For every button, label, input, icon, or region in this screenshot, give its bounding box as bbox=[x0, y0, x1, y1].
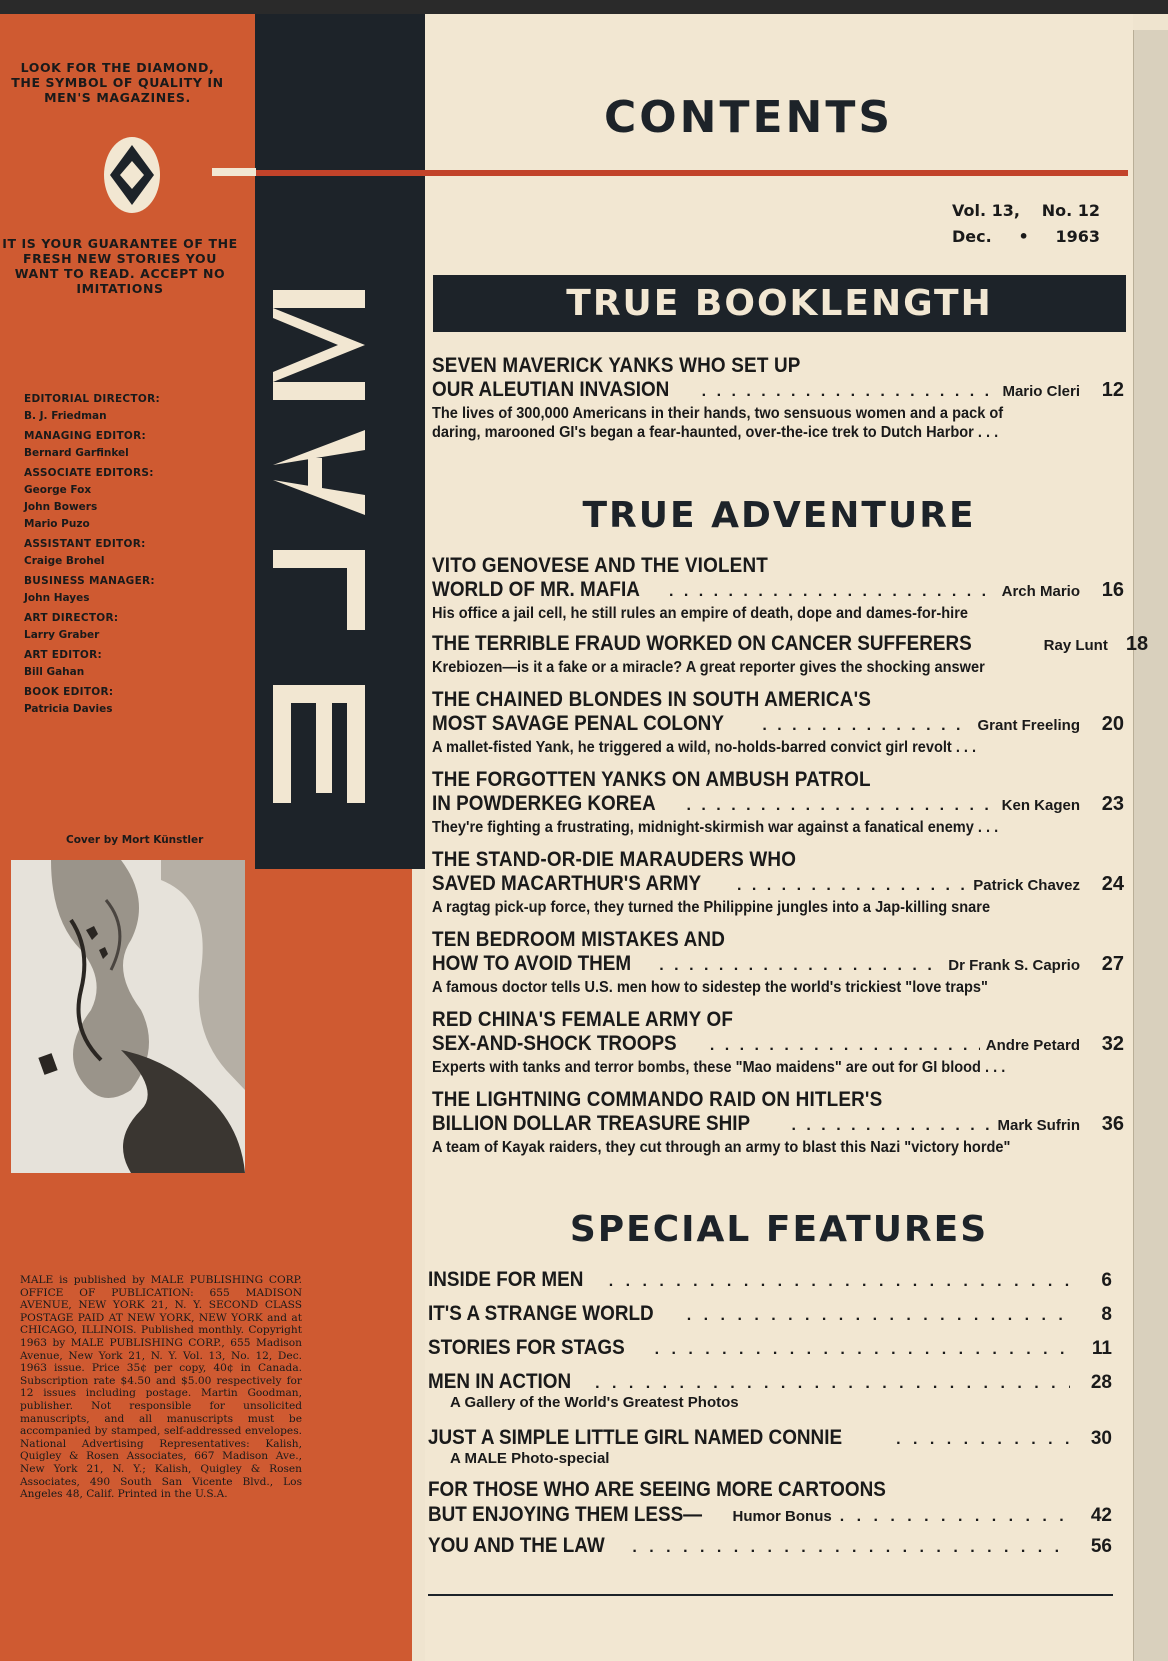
staff-role: ART DIRECTOR: bbox=[24, 612, 119, 624]
entry-description: A ragtag pick-up force, they turned the Philippine jungles into a Jap-killing snare bbox=[432, 899, 991, 916]
staff-person: John Hayes bbox=[24, 592, 90, 604]
entry-description: The lives of 300,000 Americans in their hands, two sensuous women and a pack of bbox=[432, 405, 1004, 422]
leader-dots bbox=[702, 380, 997, 404]
staff-person: Bernard Garfinkel bbox=[24, 447, 129, 459]
issue-month: Dec. bbox=[952, 227, 992, 246]
leader-dots bbox=[896, 1424, 1070, 1456]
diamond-icon bbox=[98, 135, 166, 215]
staff-role: BOOK EDITOR: bbox=[24, 686, 114, 698]
feature-title: JUST A SIMPLE LITTLE GIRL NAMED CONNIE bbox=[428, 1426, 843, 1449]
section-heading-adventure: TRUE ADVENTURE bbox=[582, 495, 976, 536]
adventure-list bbox=[432, 554, 1149, 1168]
features-list bbox=[428, 1264, 1112, 1564]
feature-page: 28 bbox=[1090, 1372, 1112, 1393]
entry-title-2: SEX-AND-SHOCK TROOPS bbox=[432, 1032, 677, 1055]
entry-title: TEN BEDROOM MISTAKES AND bbox=[432, 928, 726, 951]
staff-role: ASSISTANT EDITOR: bbox=[24, 538, 146, 550]
header-rule bbox=[256, 170, 1128, 176]
list-item[interactable] bbox=[432, 768, 1124, 848]
entry-author: Grant Freeling bbox=[977, 717, 1080, 734]
entry-title: VITO GENOVESE AND THE VIOLENT bbox=[432, 554, 769, 577]
cover-photo bbox=[11, 860, 245, 1173]
entry-author: Dr Frank S. Caprio bbox=[948, 957, 1080, 974]
feature-title: FOR THOSE WHO ARE SEEING MORE CARTOONS bbox=[428, 1478, 886, 1501]
bullet: • bbox=[1018, 227, 1029, 246]
feature-subtitle: A Gallery of the World's Greatest Photos bbox=[450, 1394, 739, 1411]
feature-page: 11 bbox=[1091, 1338, 1112, 1359]
entry-author: Mario Cleri bbox=[1002, 383, 1080, 400]
issue-year: 1963 bbox=[1055, 227, 1100, 246]
entry-page: 32 bbox=[1101, 1033, 1124, 1055]
entry-title: RED CHINA'S FEMALE ARMY OF bbox=[432, 1008, 734, 1031]
entry-title: THE CHAINED BLONDES IN SOUTH AMERICA'S bbox=[432, 688, 872, 711]
entry-description: A mallet-fisted Yank, he triggered a wild, no-holds-barred convict girl revolt . . . bbox=[432, 739, 977, 756]
feature-title: YOU AND THE LAW bbox=[428, 1534, 605, 1557]
entry-title-2: BILLION DOLLAR TREASURE SHIP bbox=[432, 1112, 751, 1135]
staff-role: ASSOCIATE EDITORS: bbox=[24, 467, 154, 479]
staff-person: Mario Puzo bbox=[24, 518, 90, 530]
entry-author: Ray Lunt bbox=[1043, 637, 1108, 654]
entry-page: 24 bbox=[1101, 873, 1124, 895]
entry-author: Ken Kagen bbox=[1001, 797, 1080, 814]
staff-person: George Fox bbox=[24, 484, 92, 496]
staff-person: Craige Brohel bbox=[24, 555, 105, 567]
issue-number: No. 12 bbox=[1041, 201, 1100, 220]
entry-title: THE STAND-OR-DIE MARAUDERS WHO bbox=[432, 848, 797, 871]
list-item[interactable] bbox=[432, 848, 1124, 928]
cover-credit: Cover by Mort Künstler bbox=[66, 834, 204, 846]
list-item[interactable] bbox=[428, 1264, 1112, 1298]
feature-title-2: BUT ENJOYING THEM LESS— bbox=[428, 1503, 703, 1526]
page-title: CONTENTS bbox=[603, 92, 894, 143]
leader-dots bbox=[609, 1266, 1070, 1298]
leader-dots bbox=[792, 1114, 992, 1138]
staff-role: MANAGING EDITOR: bbox=[24, 430, 147, 442]
entry-title-2: WORLD OF MR. MAFIA bbox=[432, 578, 640, 601]
list-item[interactable] bbox=[432, 354, 1124, 442]
staff-role: ART EDITOR: bbox=[24, 649, 103, 661]
volume: Vol. 13, bbox=[952, 201, 1020, 220]
leader-dots bbox=[762, 714, 971, 738]
male-logo bbox=[268, 290, 413, 810]
diamond-slogan: LOOK FOR THE DIAMOND, THE SYMBOL OF QUALITY IN MEN'S MAGAZINES. bbox=[11, 60, 224, 105]
entry-description: Experts with tanks and terror bombs, these "Mao maidens" are out for GI blood . . . bbox=[432, 1059, 1006, 1076]
entry-page: 36 bbox=[1101, 1113, 1124, 1135]
entry-title-2: OUR ALEUTIAN INVASION bbox=[432, 378, 670, 401]
feature-title: IT'S A STRANGE WORLD bbox=[428, 1302, 654, 1325]
guarantee-text: IT IS YOUR GUARANTEE OF THE FRESH NEW STORIES YOU WANT TO READ. ACCEPT NO IMITATIONS bbox=[2, 236, 238, 296]
bottom-rule bbox=[428, 1594, 1113, 1596]
entry-description: A team of Kayak raiders, they cut through an army to blast this Nazi "victory horde" bbox=[432, 1139, 1011, 1156]
feature-page: 8 bbox=[1101, 1304, 1112, 1325]
staff-role: BUSINESS MANAGER: bbox=[24, 575, 155, 587]
list-item[interactable] bbox=[428, 1530, 1112, 1564]
page-edge bbox=[1133, 30, 1168, 1661]
list-item[interactable] bbox=[432, 1008, 1124, 1088]
entry-description: Krebiozen—is it a fake or a miracle? A great reporter gives the shocking answer bbox=[432, 659, 985, 676]
issue-info bbox=[952, 198, 1100, 250]
entry-title: THE FORGOTTEN YANKS ON AMBUSH PATROL bbox=[432, 768, 871, 791]
feature-bonus-label: Humor Bonus bbox=[732, 1508, 832, 1525]
staff-person: Patricia Davies bbox=[24, 703, 113, 715]
leader-dots bbox=[659, 954, 942, 978]
top-shadow bbox=[0, 0, 1168, 14]
staff-person: B. J. Friedman bbox=[24, 410, 107, 422]
section-heading-booklength: TRUE BOOKLENGTH bbox=[433, 275, 1126, 332]
list-item[interactable] bbox=[432, 1088, 1124, 1168]
staff-person: Larry Graber bbox=[24, 629, 100, 641]
leader-dots bbox=[710, 1034, 980, 1058]
feature-title: INSIDE FOR MEN bbox=[428, 1268, 584, 1291]
list-item[interactable] bbox=[428, 1332, 1112, 1366]
list-item[interactable] bbox=[428, 1366, 1112, 1414]
leader-dots bbox=[687, 1300, 1070, 1332]
leader-dots bbox=[840, 1504, 1070, 1530]
entry-page: 16 bbox=[1101, 579, 1124, 601]
list-item[interactable] bbox=[432, 928, 1124, 1008]
leader-dots bbox=[737, 874, 967, 898]
entry-author: Andre Petard bbox=[985, 1037, 1080, 1054]
accent-tab bbox=[212, 168, 256, 176]
entry-page: 23 bbox=[1101, 793, 1124, 815]
list-item[interactable] bbox=[428, 1298, 1112, 1332]
list-item[interactable] bbox=[432, 688, 1124, 768]
feature-page: 42 bbox=[1090, 1505, 1112, 1526]
entry-page: 27 bbox=[1101, 953, 1124, 975]
entry-page: 12 bbox=[1101, 379, 1124, 401]
entry-author: Mark Sufrin bbox=[997, 1117, 1080, 1134]
entry-page: 18 bbox=[1125, 633, 1149, 655]
feature-page: 30 bbox=[1090, 1428, 1112, 1449]
entry-description: A famous doctor tells U.S. men how to sidestep the world's trickiest "love traps" bbox=[432, 979, 988, 996]
feature-title: MEN IN ACTION bbox=[428, 1370, 572, 1393]
leader-dots bbox=[655, 1334, 1070, 1366]
entry-title-2: MOST SAVAGE PENAL COLONY bbox=[432, 712, 724, 735]
list-item[interactable] bbox=[428, 1478, 1112, 1530]
list-item[interactable] bbox=[432, 554, 1124, 632]
staff-person: John Bowers bbox=[24, 501, 98, 513]
publication-info: MALE is published by MALE PUBLISHING CORP. OFFICE OF PUBLICATION: 655 MADISON AVENUE, NEW YORK 21, N. Y. SECOND CLASS POSTAGE PAID AT NEW YORK, NEW YORK and at CHICAGO, ILLINOIS. Published monthly. Copyright 1963 by MALE PUBLISHING CORP., 655 Madison Avenue, New York 21, N. Y. Vol. 13, No. 12, Dec. 1963 issue. Price 35¢ per copy, 40¢ in Canada. Subscription rate $4.50 and $5.00 respectively for 12 issues including postage. Martin Goodman, publisher. Not responsible for unsolicited manuscripts, and all manuscripts must be accompanied by stamped, self-addressed envelopes. National Advertising Representatives: Kalish, Quigley & Rosen Associates, 667 Madison Ave., New York 21, N. Y.; Kalish, Quigley & Rosen Associates, 490 South San Vicente Blvd., Los Angeles 48, Calif. Printed in the U.S.A. bbox=[20, 1274, 302, 1501]
entry-description: His office a jail cell, he still rules an empire of death, dope and dames-for-hire bbox=[432, 605, 968, 622]
leader-dots bbox=[632, 1532, 1070, 1564]
entry-title-2: HOW TO AVOID THEM bbox=[432, 952, 632, 975]
feature-title: STORIES FOR STAGS bbox=[428, 1336, 625, 1359]
booklength-list bbox=[432, 354, 1124, 442]
entry-title-2: THE TERRIBLE FRAUD WORKED ON CANCER SUFFERERS bbox=[432, 632, 972, 655]
feature-subtitle: A MALE Photo-special bbox=[450, 1450, 610, 1467]
section-heading-features: SPECIAL FEATURES bbox=[569, 1209, 989, 1250]
staff-person: Bill Gahan bbox=[24, 666, 85, 678]
entry-description: They're fighting a frustrating, midnight-skirmish war against a fanatical enemy . . . bbox=[432, 819, 999, 836]
entry-author: Patrick Chavez bbox=[973, 877, 1080, 894]
leader-dots bbox=[687, 794, 996, 818]
entry-author: Arch Mario bbox=[1001, 583, 1080, 600]
entry-title: THE LIGHTNING COMMANDO RAID ON HITLER'S bbox=[432, 1088, 883, 1111]
entry-title-2: IN POWDERKEG KOREA bbox=[432, 792, 656, 815]
leader-dots bbox=[669, 580, 996, 604]
entry-description: daring, marooned GI's began a fear-haunted, over-the-ice trek to Dutch Harbor . . . bbox=[432, 424, 999, 441]
entry-title: SEVEN MAVERICK YANKS WHO SET UP bbox=[432, 354, 801, 377]
entry-title-2: SAVED MACARTHUR'S ARMY bbox=[432, 872, 702, 895]
entry-page: 20 bbox=[1101, 713, 1124, 735]
list-item[interactable] bbox=[428, 1422, 1112, 1470]
feature-page: 56 bbox=[1090, 1536, 1112, 1557]
feature-page: 6 bbox=[1101, 1270, 1112, 1291]
staff-list bbox=[24, 393, 224, 715]
list-item[interactable] bbox=[432, 632, 1149, 688]
staff-role: EDITORIAL DIRECTOR: bbox=[24, 393, 161, 405]
